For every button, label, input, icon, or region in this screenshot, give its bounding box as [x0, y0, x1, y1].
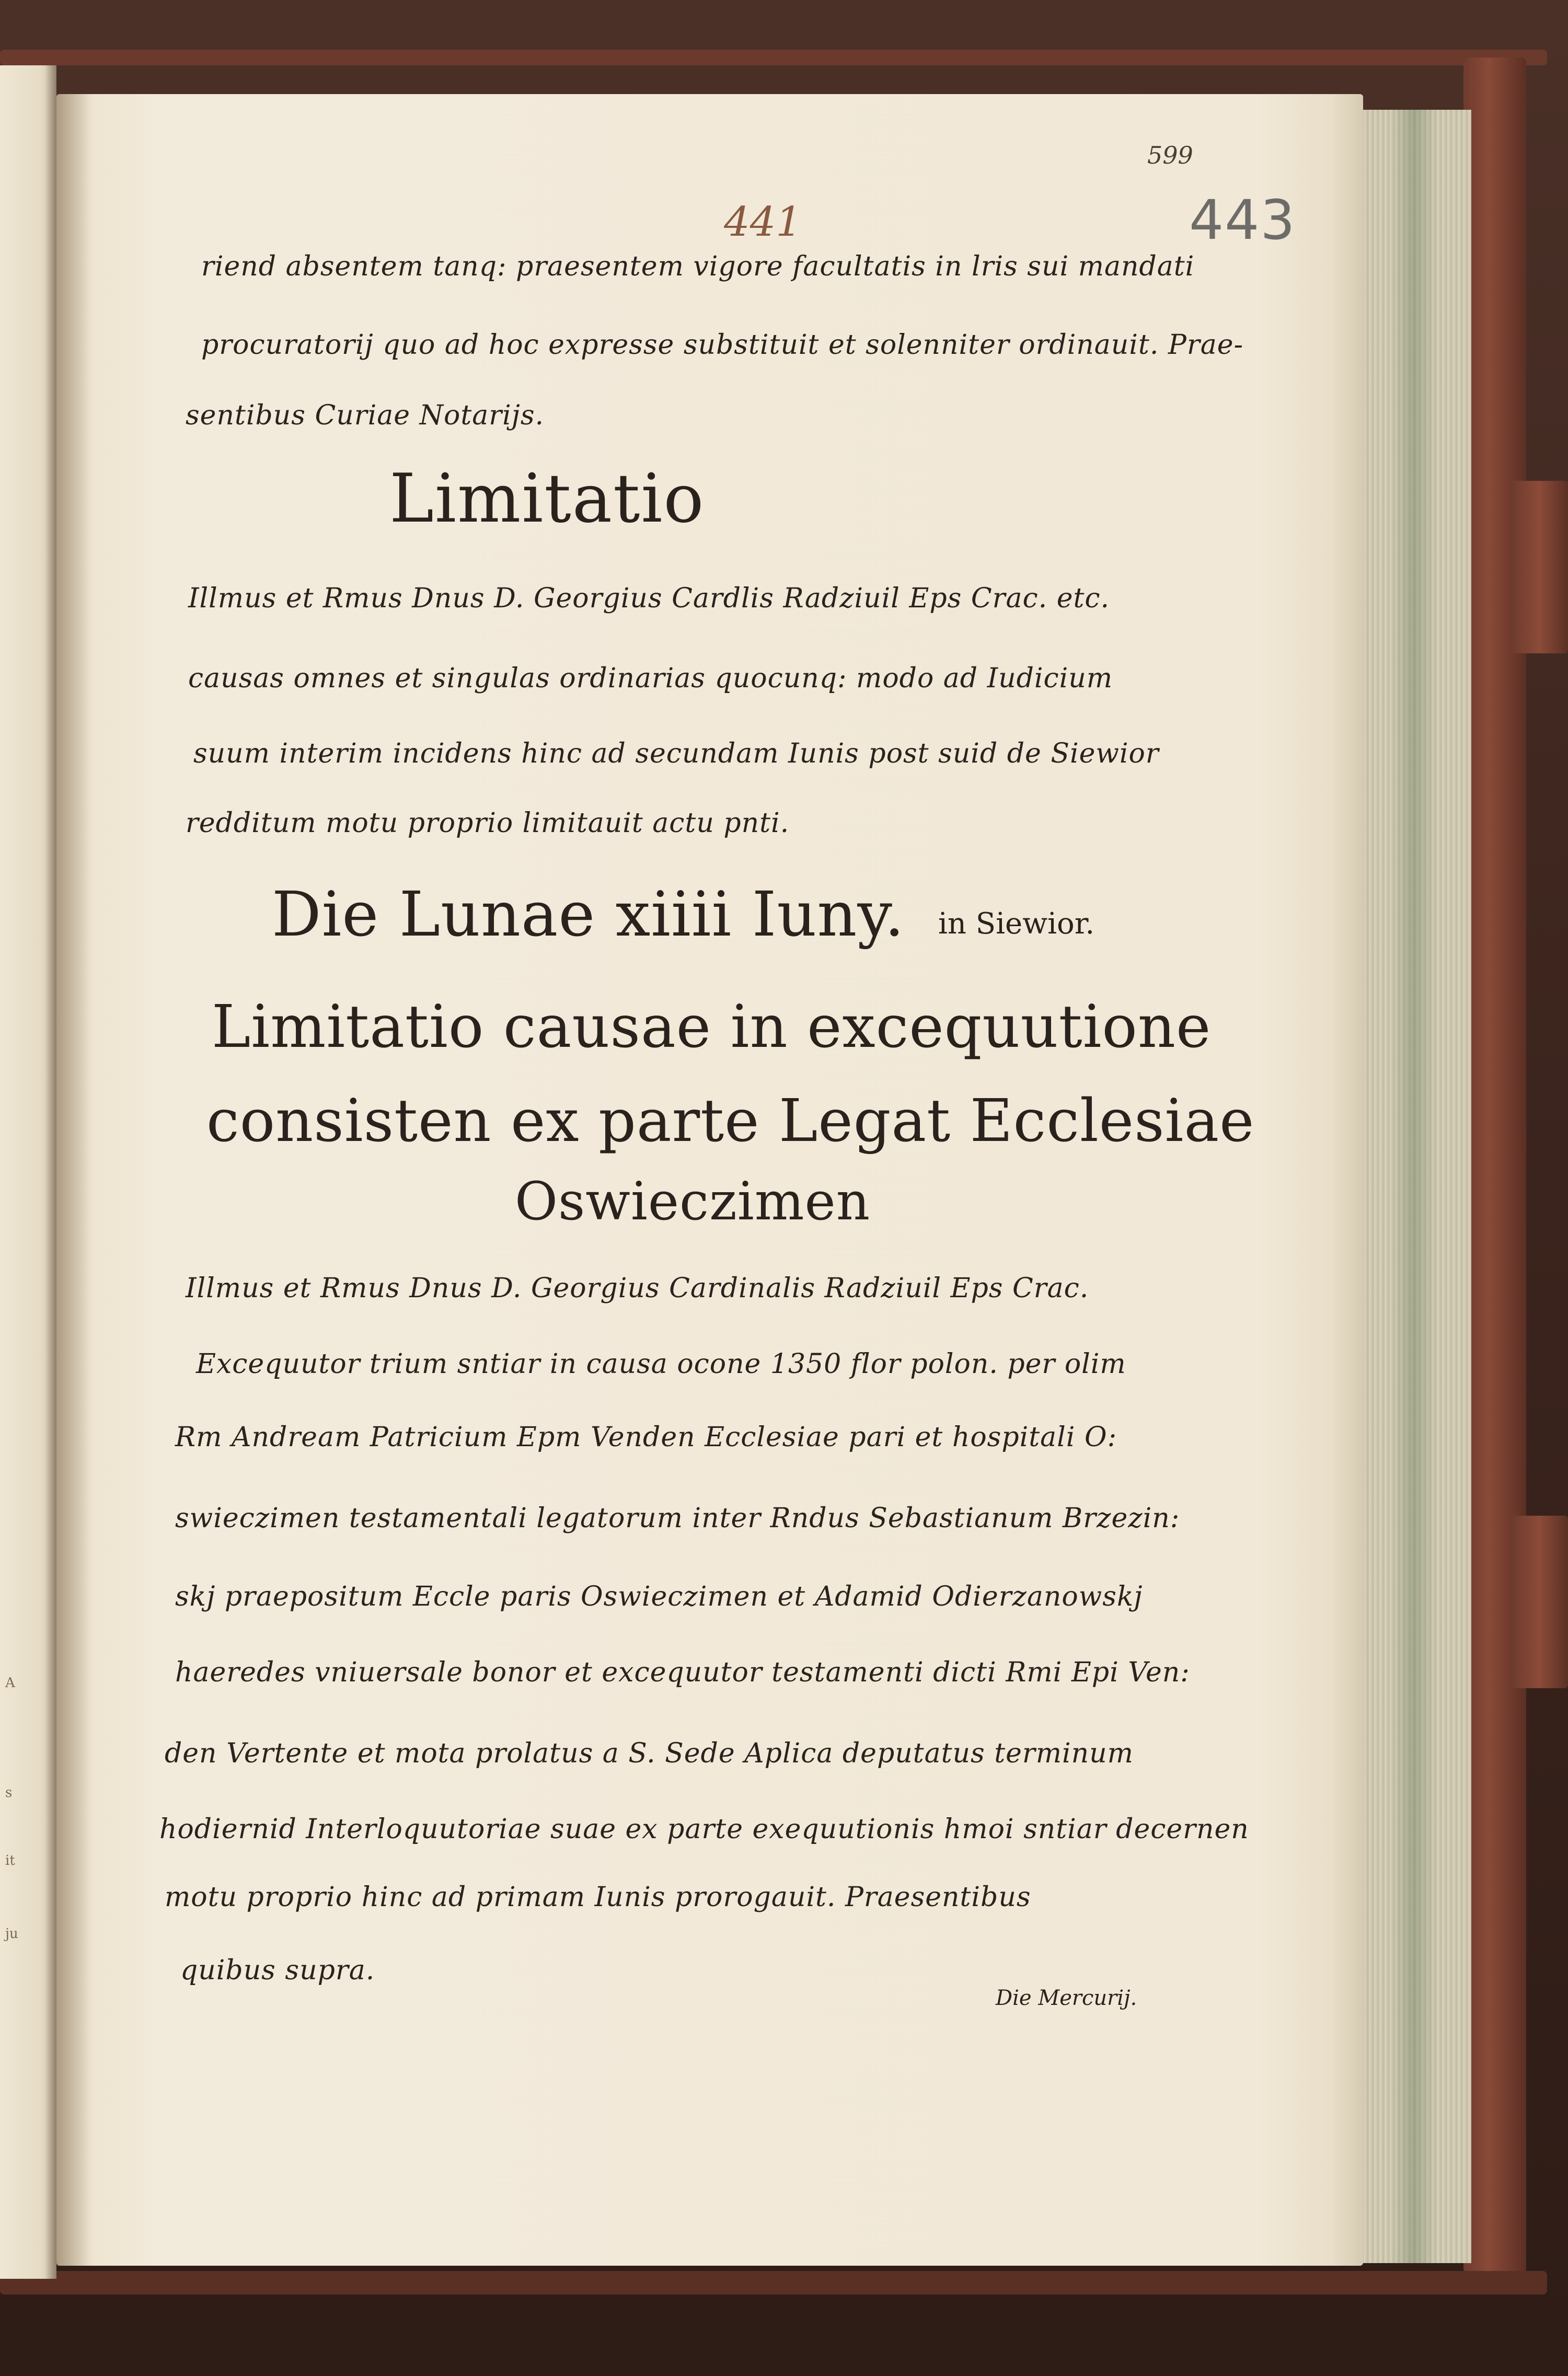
folio-ink-number: 441 — [724, 199, 802, 246]
text-line: den Vertente et mota prolatus a S. Sede Aplica deputatus terminum — [165, 1738, 1134, 1769]
page-block-edges — [1359, 110, 1471, 2263]
text-line: quibus supra. — [180, 1955, 375, 1986]
clasp-strap-top — [1511, 481, 1568, 653]
left-mark: A — [5, 1675, 15, 1691]
left-facing-page — [0, 65, 56, 2279]
heading-title-line: consisten ex parte Legat Ecclesiae — [206, 1087, 1255, 1155]
signoff-text: Die Mercurij. — [996, 1986, 1137, 2010]
text-line: hodiernid Interloquutoriae suae ex parte exequutionis hmoi sntiar decernen — [159, 1814, 1249, 1845]
heading-date-place: in Siewior. — [938, 907, 1095, 941]
cover-edge-top — [0, 50, 1547, 65]
text-line: skj praepositum Eccle paris Oswieczimen et Adamid Odierzanowskj — [175, 1581, 1143, 1612]
heading-title-line: Oswieczimen — [515, 1171, 871, 1232]
heading-limitatio: Limitatio — [389, 460, 705, 538]
heading-date: Die Lunae xiiii Iuny. — [272, 878, 905, 950]
text-line: suum interim incidens hinc ad secundam Iunis post suid de Siewior — [193, 738, 1159, 769]
folio-top-number: 599 — [1147, 141, 1193, 169]
text-line: Illmus et Rmus Dnus D. Georgius Cardlis Radziuil Eps Crac. etc. — [188, 583, 1110, 614]
text-line: Excequutor trium sntiar in causa ocone 1350 flor polon. per olim — [196, 1348, 1126, 1380]
text-line: swieczimen testamentali legatorum inter Rndus Sebastianum Brzezin: — [175, 1503, 1180, 1534]
clasp-strap-bottom — [1511, 1516, 1568, 1688]
gutter-shadow — [45, 65, 56, 2279]
text-line: motu proprio hinc ad primam Iunis prorogauit. Praesentibus — [165, 1882, 1031, 1913]
folio-pencil-number: 443 — [1189, 188, 1296, 252]
left-mark: it — [5, 1853, 15, 1868]
left-mark: s — [5, 1785, 13, 1801]
text-line: Rm Andream Patricium Epm Venden Ecclesiae pari et hospitali O: — [175, 1422, 1117, 1453]
cover-edge-bottom — [0, 2271, 1547, 2294]
spine-shadow — [56, 94, 93, 2266]
text-line: procuratorij quo ad hoc expresse substituit et solenniter ordinauit. Prae- — [201, 329, 1244, 361]
heading-title-line: Limitatio causae in excequutione — [212, 993, 1212, 1061]
text-line: sentibus Curiae Notarijs. — [186, 400, 545, 431]
left-mark: ju — [5, 1926, 18, 1942]
text-line: haeredes vniuersale bonor et excequutor testamenti dicti Rmi Epi Ven: — [175, 1657, 1190, 1688]
text-line: Illmus et Rmus Dnus D. Georgius Cardinalis Radziuil Eps Crac. — [186, 1273, 1089, 1304]
text-line: riend absentem tanq: praesentem vigore facultatis in lris sui mandati — [201, 251, 1195, 282]
text-line: causas omnes et singulas ordinarias quocunq: modo ad Iudicium — [188, 663, 1113, 694]
cover-right-board — [1463, 57, 1526, 2274]
text-line: redditum motu proprio limitauit actu pnti. — [186, 808, 790, 839]
